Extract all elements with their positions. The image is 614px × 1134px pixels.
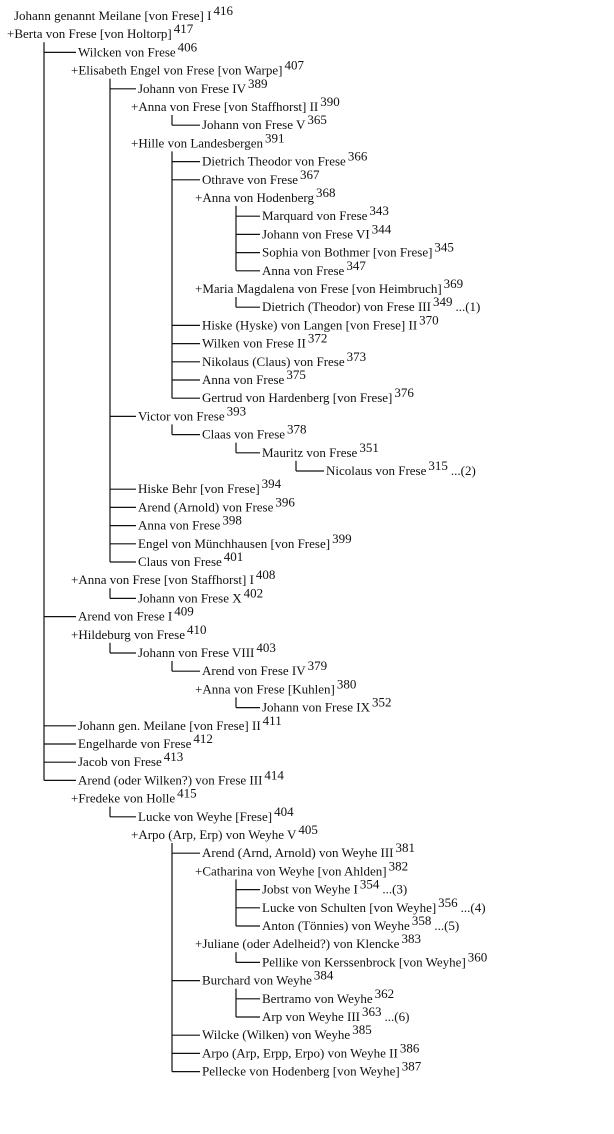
person-name: Marquard von Frese: [262, 208, 368, 224]
person-label: [262, 949, 487, 969]
reference-number: 406: [177, 39, 198, 55]
person-label: [202, 968, 334, 988]
person-label: [138, 804, 294, 824]
person-name: Wilcken von Frese: [78, 44, 176, 60]
person-label: [78, 767, 284, 787]
person-label: [262, 895, 486, 915]
person-name: Wilcke (Wilken) von Weyhe: [202, 1027, 351, 1043]
tree-labels: [7, 3, 487, 1079]
reference-number: 410: [186, 621, 207, 637]
reference-number: 372: [307, 330, 328, 346]
person-name: Arend von Frese I: [78, 608, 173, 624]
person-name: Othrave von Frese: [202, 171, 299, 187]
reference-number: 366: [347, 148, 368, 164]
continuation-note: ...(3): [382, 881, 408, 897]
spouse-label: [131, 94, 340, 114]
person-name: Arpo (Arp, Erpp, Erpo) von Weyhe II: [202, 1045, 398, 1061]
spouse-label: [131, 130, 285, 150]
reference-number: 417: [173, 21, 194, 37]
person-name: Johann von Frese V: [202, 117, 306, 133]
person-label: [262, 695, 391, 715]
spouse-label: [7, 21, 194, 41]
person-name: Johann von Frese VIII: [138, 645, 255, 660]
person-name: Claus von Frese: [138, 554, 222, 569]
reference-number: 362: [374, 985, 395, 1001]
person-name: Sophia von Bothmer [von Frese]: [262, 244, 433, 260]
person-label: [202, 1059, 422, 1079]
person-name: Lucke von Schulten [von Weyhe]: [262, 899, 437, 915]
spouse-label: [195, 858, 408, 878]
person-label: [262, 203, 389, 223]
reference-number: 413: [163, 749, 184, 765]
reference-number: 389: [247, 75, 268, 91]
person-label: [202, 1040, 420, 1060]
person-label: [202, 840, 415, 860]
reference-number: 360: [467, 949, 488, 965]
person-label: [202, 422, 307, 442]
person-label: [262, 240, 454, 260]
reference-number: 404: [274, 803, 294, 819]
person-name: +Anna von Frese [von Staffhorst] II: [131, 99, 319, 114]
person-label: [138, 549, 243, 569]
person-name: Bertramo von Weyhe: [262, 990, 373, 1006]
spouse-label: [195, 276, 463, 296]
person-label: [202, 149, 368, 169]
reference-number: 370: [419, 312, 439, 328]
person-label: [202, 1022, 372, 1042]
person-label: [202, 167, 320, 187]
reference-number: 369: [443, 276, 464, 291]
reference-number: 391: [265, 130, 285, 146]
person-name: Engel von Münchhausen [von Frese]: [138, 535, 331, 551]
person-name: Gertrud von Hardenberg [von Frese]: [202, 390, 393, 406]
person-name: Lucke von Weyhe [Frese]: [138, 808, 273, 824]
person-name: Dietrich (Theodor) von Frese III: [262, 299, 431, 315]
reference-number: 408: [255, 567, 276, 583]
spouse-label: [71, 786, 197, 806]
reference-number: 396: [275, 494, 295, 510]
reference-number: 380: [336, 676, 357, 692]
person-name: Pellike von Kerssenbrock [von Weyhe]: [262, 954, 466, 970]
reference-number: 386: [399, 1040, 420, 1056]
reference-number: 347: [346, 257, 366, 273]
reference-number: 385: [352, 1022, 372, 1038]
person-name: Johann gen. Meilane [von Frese] II: [78, 717, 261, 733]
reference-number: 356: [438, 894, 458, 910]
reference-number: 363: [362, 1004, 382, 1019]
spouse-label: [71, 58, 304, 78]
spouse-label: [131, 822, 318, 842]
person-label: [262, 1004, 409, 1024]
person-name: +Hille von Landesbergen: [131, 135, 263, 151]
person-name: +Maria Magdalena von Frese [von Heimbruch]: [195, 281, 442, 296]
reference-number: 390: [320, 94, 340, 109]
person-label: [202, 331, 327, 351]
reference-number: 401: [223, 549, 244, 564]
person-label: [262, 221, 392, 241]
reference-number: 416: [213, 3, 233, 18]
person-label: [262, 877, 407, 897]
person-label: [14, 3, 233, 23]
continuation-note: ...(2): [450, 463, 476, 478]
person-name: Burchard von Weyhe: [202, 972, 312, 988]
person-label: [138, 585, 263, 605]
person-label: [138, 76, 267, 96]
reference-number: 399: [332, 530, 352, 546]
reference-number: 378: [287, 421, 307, 437]
person-name: +Juliane (oder Adelheid?) von Klencke: [195, 936, 400, 952]
person-label: [138, 403, 246, 423]
reference-number: 393: [226, 403, 247, 419]
person-label: [262, 440, 379, 460]
reference-number: 403: [256, 640, 276, 655]
person-name: Johann von Frese VI: [262, 226, 370, 242]
person-label: [78, 39, 198, 59]
person-name: Arend von Frese IV: [202, 663, 306, 679]
person-label: [326, 458, 476, 478]
reference-number: 358: [411, 913, 432, 928]
reference-number: 368: [316, 185, 336, 200]
reference-number: 398: [222, 512, 242, 528]
person-name: Johann von Frese IX: [262, 699, 370, 715]
person-name: Wilken von Frese II: [202, 335, 306, 351]
person-label: [138, 640, 276, 660]
person-name: Jobst von Weyhe I: [262, 881, 358, 897]
reference-number: 411: [262, 712, 282, 728]
reference-number: 345: [434, 239, 454, 255]
person-name: Arend (oder Wilken?) von Frese III: [78, 772, 263, 788]
person-name: Dietrich Theodor von Frese: [202, 153, 346, 169]
reference-number: 354: [359, 876, 380, 892]
reference-number: 379: [307, 658, 328, 674]
person-name: Engelharde von Frese: [78, 736, 192, 751]
reference-number: 352: [371, 694, 392, 710]
reference-number: 367: [300, 166, 320, 182]
reference-number: 394: [261, 476, 282, 492]
reference-number: 381: [395, 840, 415, 856]
person-name: Johann von Frese X: [138, 590, 242, 606]
reference-number: 387: [401, 1058, 422, 1074]
person-name: Arend (Arnd, Arnold) von Weyhe III: [202, 845, 394, 861]
person-name: +Hildeburg von Frese: [71, 626, 185, 642]
continuation-note: ...(5): [434, 918, 460, 933]
reference-number: 315: [428, 458, 448, 473]
person-name: +Berta von Frese [von Holtorp]: [7, 26, 172, 42]
reference-number: 375: [286, 367, 306, 382]
reference-number: 405: [298, 822, 318, 837]
person-name: Victor von Frese: [138, 408, 225, 424]
reference-number: 407: [284, 57, 304, 73]
person-name: +Fredeke von Holle: [71, 790, 176, 806]
person-label: [138, 513, 242, 533]
reference-number: 349: [432, 294, 453, 310]
person-name: Hiske Behr [von Frese]: [138, 481, 260, 497]
person-name: Mauritz von Frese: [262, 444, 358, 460]
spouse-label: [195, 185, 336, 205]
person-label: [138, 494, 295, 514]
person-name: +Arpo (Arp, Erp) von Weyhe V: [131, 827, 297, 842]
continuation-note: ...(4): [460, 899, 486, 915]
person-label: [78, 731, 213, 751]
person-name: Anton (Tönnies) von Weyhe: [262, 918, 410, 933]
person-label: [202, 349, 366, 369]
reference-number: 409: [174, 603, 194, 619]
person-name: Pellecke von Hodenberg [von Weyhe]: [202, 1063, 400, 1079]
person-label: [262, 986, 394, 1006]
person-label: [78, 749, 183, 769]
person-name: Nikolaus (Claus) von Frese: [202, 353, 345, 369]
reference-number: 351: [359, 439, 379, 455]
person-name: +Anna von Frese [von Staffhorst] I: [71, 572, 254, 588]
person-name: Nicolaus von Frese: [326, 463, 427, 478]
person-name: Johann von Frese IV: [138, 80, 246, 96]
person-name: +Anna von Hodenberg: [195, 190, 315, 205]
reference-number: 373: [346, 348, 367, 364]
person-label: [262, 913, 459, 933]
person-label: [202, 385, 414, 405]
reference-number: 343: [369, 203, 389, 219]
person-label: [78, 713, 282, 733]
reference-number: 365: [307, 112, 327, 128]
continuation-note: ...(1): [455, 299, 481, 315]
person-name: Anna von Frese: [138, 517, 221, 533]
reference-number: 382: [388, 858, 409, 874]
spouse-label: [71, 567, 275, 587]
spouse-label: [195, 676, 356, 696]
reference-number: 414: [264, 767, 284, 783]
reference-number: 344: [371, 221, 392, 237]
reference-number: 383: [401, 931, 421, 947]
spouse-label: [71, 622, 206, 642]
person-label: [78, 604, 194, 624]
spouse-label: [195, 931, 421, 951]
person-label: [138, 476, 282, 496]
person-name: Arp von Weyhe III: [262, 1009, 360, 1024]
reference-number: 402: [243, 585, 264, 601]
person-name: Claas von Frese: [202, 426, 286, 442]
person-name: Anna von Frese: [262, 262, 345, 278]
person-label: [202, 658, 327, 678]
continuation-note: ...(6): [384, 1009, 410, 1024]
person-name: Arend (Arnold) von Frese: [138, 499, 274, 515]
reference-number: 412: [193, 731, 213, 746]
reference-number: 384: [313, 967, 334, 983]
reference-number: 376: [394, 385, 414, 401]
person-name: +Elisabeth Engel von Frese [von Warpe]: [71, 62, 283, 78]
person-name: Anna von Frese: [202, 372, 285, 387]
person-label: [262, 294, 480, 314]
person-name: +Anna von Frese [Kuhlen]: [195, 681, 335, 697]
person-label: [202, 112, 327, 132]
person-label: [262, 258, 366, 278]
person-name: Johann genannt Meilane [von Frese] I: [14, 8, 212, 23]
person-label: [202, 312, 439, 332]
person-name: Hiske (Hyske) von Langen [von Frese] II: [202, 317, 418, 333]
reference-number: 415: [177, 785, 197, 801]
person-name: Jacob von Frese: [78, 754, 162, 770]
person-name: +Catharina von Weyhe [von Ahlden]: [195, 863, 387, 879]
person-label: [202, 367, 306, 387]
person-label: [138, 531, 352, 551]
